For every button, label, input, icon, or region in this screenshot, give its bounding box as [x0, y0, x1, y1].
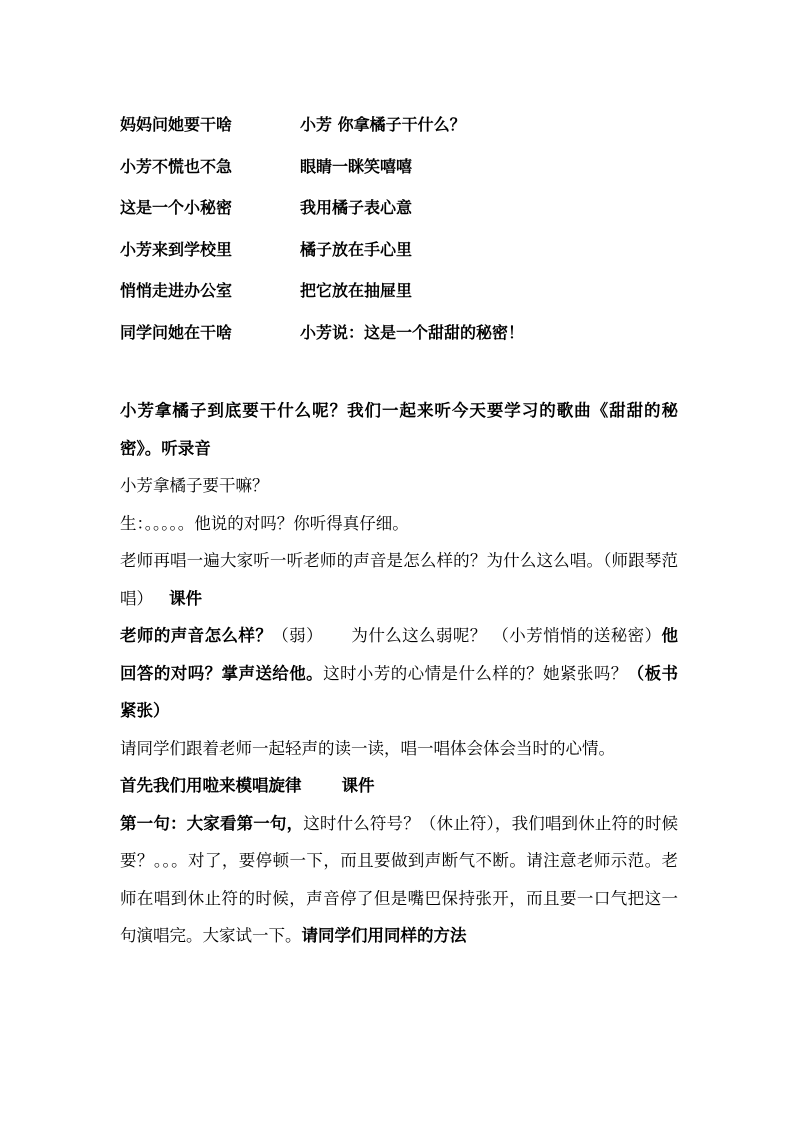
- lyrics-left: 同学问她在干啥: [120, 322, 233, 342]
- question-paragraph: 小芳拿橘子要干嘛？: [120, 476, 269, 495]
- intro-paragraph: 小芳拿橘子到底要干什么呢？我们一起来听今天要学习的歌曲《甜甜的秘密》。听录音: [120, 401, 678, 458]
- read-along-paragraph: 请同学们跟着老师一起轻声的读一读，唱一唱体会体会当时的心情。: [120, 738, 615, 758]
- hum-melody-paragraph: [120, 767, 678, 805]
- lyrics-line: [120, 186, 680, 228]
- voice-question-paragraph: [120, 617, 678, 730]
- voice-question: 老师的声音怎么样？: [120, 626, 273, 645]
- lyrics-right: 小芳说：这是一个甜甜的秘密！: [300, 322, 525, 342]
- lyrics-left: 小芳来到学校里: [120, 239, 233, 259]
- courseware-label: 课件: [169, 588, 202, 608]
- lyrics-line: [120, 311, 680, 353]
- lyrics-line: [120, 145, 680, 187]
- lyrics-right: 眼睛一眯笑嘻嘻: [300, 156, 413, 176]
- voice-answer: （弱）: [272, 626, 323, 645]
- lyrics-right: 我用橘子表心意: [300, 198, 413, 218]
- student-answer-paragraph: 生：。。。。。他说的对吗？你听得真仔细。: [120, 513, 409, 533]
- first-phrase-label: 第一句：大家看第一句，: [120, 813, 304, 833]
- lyrics-right: 小芳 你拿橘子干什么？: [300, 115, 466, 135]
- lyrics-line: [120, 103, 680, 145]
- lyrics-left: 这是一个小秘密: [120, 198, 233, 218]
- lyrics-left: 妈妈问她要干啥: [120, 115, 233, 135]
- why-question: 为什么这么弱呢？ （小芳悄悄的送秘密）: [350, 626, 662, 645]
- song-lyrics: [120, 103, 680, 352]
- lyrics-right: 橘子放在手心里: [300, 239, 413, 259]
- praise-text: 他回答的对吗？掌声送给他。: [120, 626, 679, 683]
- lyrics-right: 把它放在抽屉里: [300, 281, 413, 301]
- courseware-label-2: 课件: [341, 776, 375, 795]
- lyrics-left: 悄悄走进办公室: [120, 281, 233, 301]
- same-method-text: 请同学们用同样的方法: [301, 926, 467, 945]
- first-phrase-paragraph: [120, 805, 678, 955]
- lyrics-left: 小芳不慌也不急: [120, 156, 233, 176]
- board-note: （板书 紧张）: [120, 663, 678, 720]
- mood-question: 这时小芳的心情是什么样的？她紧张吗？: [323, 663, 628, 683]
- lyrics-line: [120, 228, 680, 270]
- lyrics-line: [120, 269, 680, 311]
- lesson-text: [120, 392, 678, 955]
- teacher-demo-paragraph: [120, 542, 678, 617]
- first-phrase-text: 这时什么符号？（休止符），我们唱到休止符的时候要？。。。对了，要停顿一下，而且要做到声断气不断。请注意老师示范。老师在唱到休止符的时候，声音停了但是嘴巴保持张开，而且要一口气把这一句演唱完。大家试一下。: [120, 813, 679, 945]
- hum-melody-text: 首先我们用啦来模唱旋律: [120, 776, 302, 795]
- teacher-demo-text: 老师再唱一遍大家听一听老师的声音是怎么样的？为什么这么唱。（师跟琴范唱）: [120, 551, 678, 608]
